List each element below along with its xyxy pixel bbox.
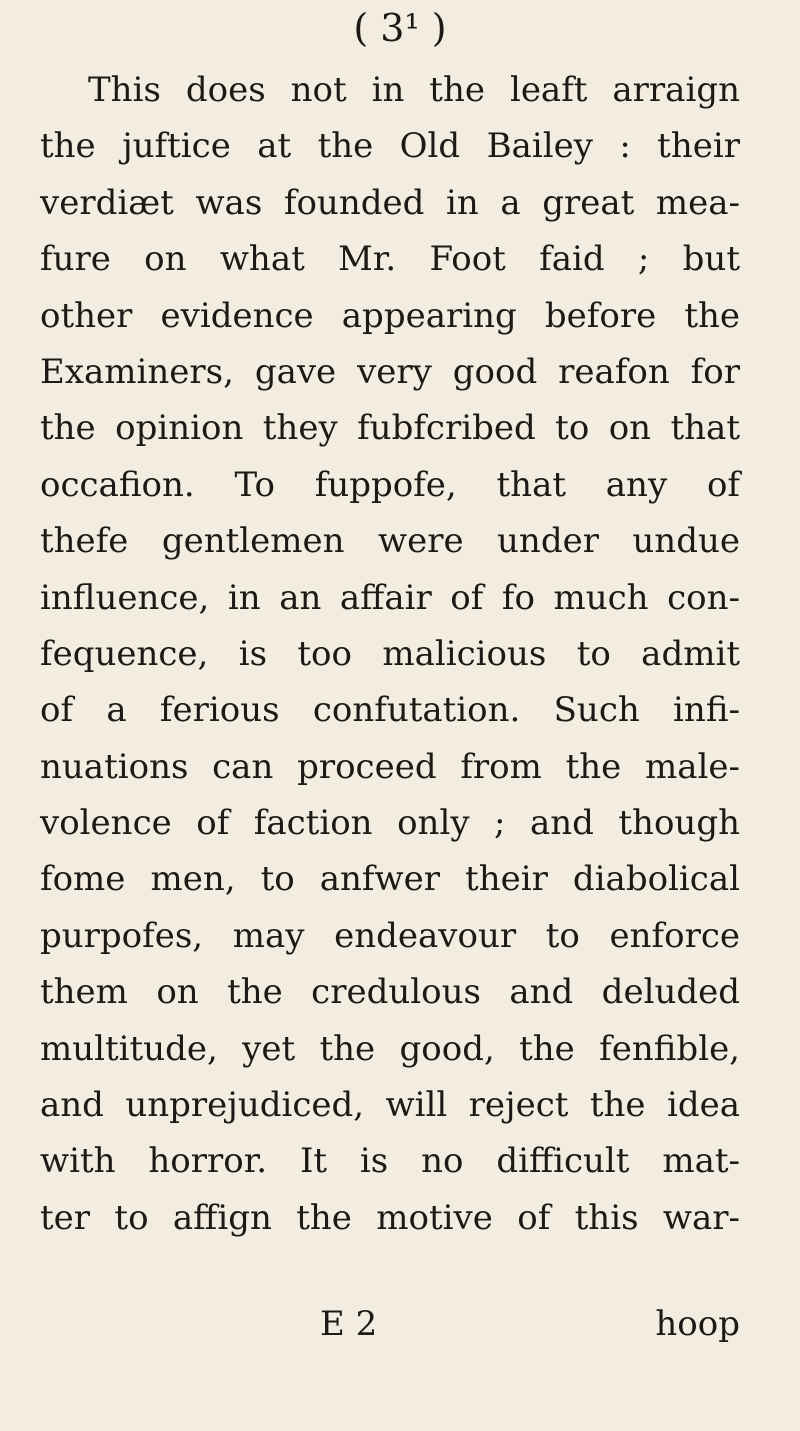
text-line: volence of faction only ; and though (40, 803, 740, 844)
text-line: fome men, to anfwer their diabolical (40, 859, 740, 900)
text-line: them on the credulous and deluded (40, 972, 740, 1013)
text-line: occafion. To fuppofe, that any of (40, 464, 740, 505)
text-line: ter to affign the motive of this war- (40, 1197, 740, 1238)
body-text (40, 62, 740, 1246)
text-line: fure on what Mr. Foot faid ; but (40, 239, 740, 280)
text-line: purpofes, may endeavour to enforce (40, 915, 740, 956)
text-line: with horror. It is no difficult mat- (40, 1141, 740, 1182)
text-line: verdiæt was founded in a great mea- (40, 182, 740, 223)
catchword: hoop (655, 1304, 740, 1344)
page-number: ( 3¹ ) (353, 6, 447, 50)
text-line: and unprejudiced, will reject the idea (40, 1085, 740, 1126)
signature-mark: E 2 (320, 1304, 378, 1344)
text-line: the opinion they fubfcribed to on that (40, 408, 740, 449)
page-footer (40, 1296, 740, 1352)
text-line: multitude, yet the good, the fenfible, (40, 1028, 740, 1069)
text-line: of a ferious confutation. Such infi- (40, 690, 740, 731)
text-line: thefe gentlemen were under undue (40, 521, 740, 562)
text-line: influence, in an affair of fo much con- (40, 577, 740, 618)
text-line: other evidence appearing before the (40, 295, 740, 336)
text-line: the juftice at the Old Bailey : their (40, 126, 740, 167)
text-line: This does not in the leaft arraign (88, 70, 740, 110)
text-line: fequence, is too malicious to admit (40, 633, 740, 674)
text-line: Examiners, gave very good reafon for (40, 351, 740, 392)
text-line: nuations can proceed from the male- (40, 746, 740, 787)
